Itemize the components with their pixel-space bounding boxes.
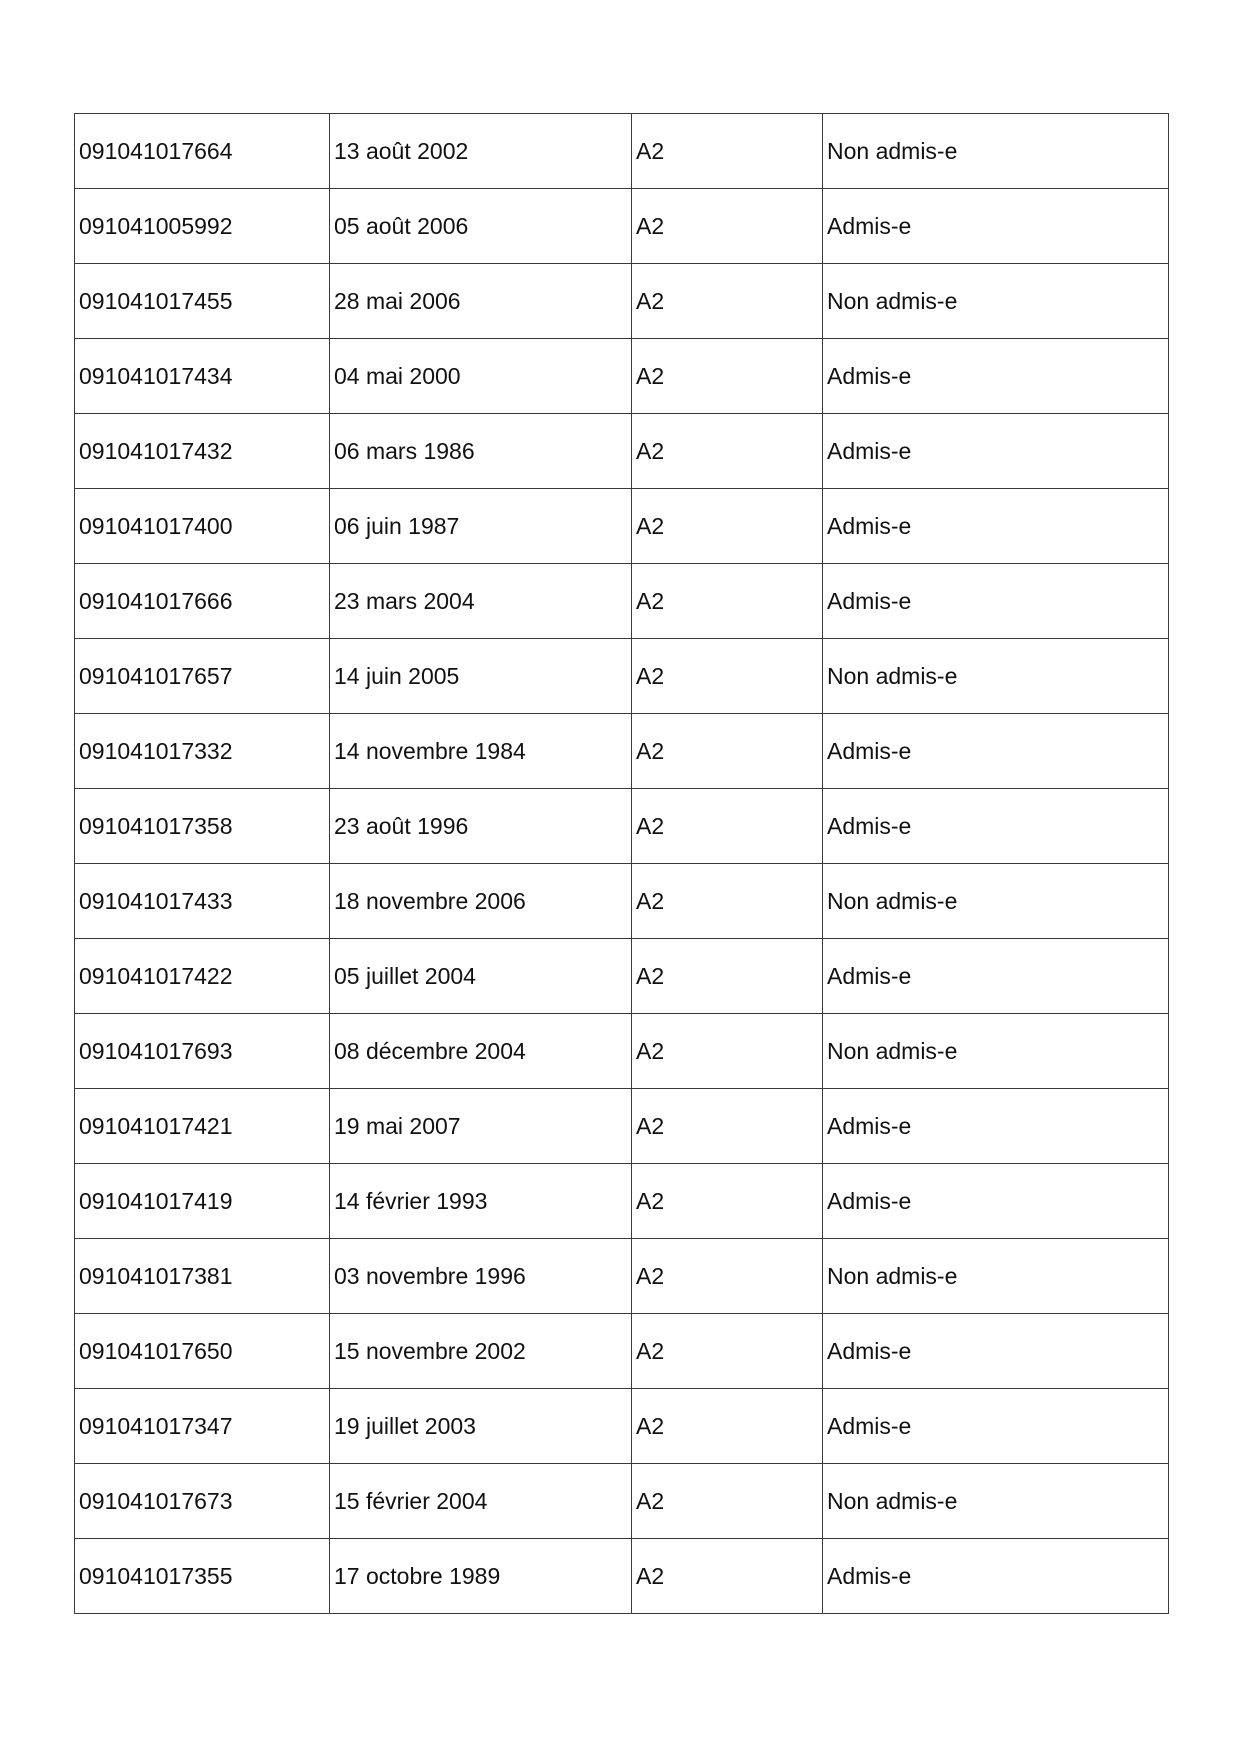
result-cell: Non admis-e	[823, 114, 1169, 189]
level-cell: A2	[632, 264, 823, 339]
table-row	[75, 1539, 1169, 1614]
result-cell: Admis-e	[823, 1314, 1169, 1389]
level-cell: A2	[632, 1239, 823, 1314]
result-cell: Admis-e	[823, 1389, 1169, 1464]
candidate-number-cell: 091041017433	[75, 864, 330, 939]
table-row	[75, 714, 1169, 789]
result-cell: Admis-e	[823, 489, 1169, 564]
table-row	[75, 1014, 1169, 1089]
candidate-number-cell: 091041017332	[75, 714, 330, 789]
level-cell: A2	[632, 864, 823, 939]
candidate-number-cell: 091041017666	[75, 564, 330, 639]
birth-date-cell: 23 août 1996	[330, 789, 632, 864]
candidate-number-cell: 091041017657	[75, 639, 330, 714]
level-cell: A2	[632, 339, 823, 414]
table-row	[75, 189, 1169, 264]
result-cell: Non admis-e	[823, 1239, 1169, 1314]
birth-date-cell: 04 mai 2000	[330, 339, 632, 414]
result-cell: Non admis-e	[823, 864, 1169, 939]
birth-date-cell: 05 août 2006	[330, 189, 632, 264]
table-row	[75, 639, 1169, 714]
level-cell: A2	[632, 1389, 823, 1464]
table-row	[75, 1389, 1169, 1464]
candidate-number-cell: 091041017358	[75, 789, 330, 864]
candidate-number-cell: 091041017693	[75, 1014, 330, 1089]
level-cell: A2	[632, 564, 823, 639]
birth-date-cell: 15 février 2004	[330, 1464, 632, 1539]
table-row	[75, 1164, 1169, 1239]
level-cell: A2	[632, 789, 823, 864]
birth-date-cell: 14 novembre 1984	[330, 714, 632, 789]
results-table-body	[75, 114, 1169, 1614]
table-row	[75, 339, 1169, 414]
level-cell: A2	[632, 639, 823, 714]
level-cell: A2	[632, 189, 823, 264]
candidate-number-cell: 091041017664	[75, 114, 330, 189]
table-row	[75, 1464, 1169, 1539]
birth-date-cell: 06 mars 1986	[330, 414, 632, 489]
candidate-number-cell: 091041017400	[75, 489, 330, 564]
candidate-number-cell: 091041005992	[75, 189, 330, 264]
birth-date-cell: 23 mars 2004	[330, 564, 632, 639]
result-cell: Admis-e	[823, 414, 1169, 489]
level-cell: A2	[632, 414, 823, 489]
level-cell: A2	[632, 714, 823, 789]
candidate-number-cell: 091041017355	[75, 1539, 330, 1614]
result-cell: Admis-e	[823, 339, 1169, 414]
table-row	[75, 1314, 1169, 1389]
result-cell: Admis-e	[823, 789, 1169, 864]
table-row	[75, 489, 1169, 564]
birth-date-cell: 06 juin 1987	[330, 489, 632, 564]
result-cell: Non admis-e	[823, 264, 1169, 339]
birth-date-cell: 19 mai 2007	[330, 1089, 632, 1164]
birth-date-cell: 13 août 2002	[330, 114, 632, 189]
level-cell: A2	[632, 1014, 823, 1089]
level-cell: A2	[632, 939, 823, 1014]
candidate-number-cell: 091041017650	[75, 1314, 330, 1389]
table-row	[75, 1089, 1169, 1164]
results-table	[74, 113, 1169, 1614]
candidate-number-cell: 091041017347	[75, 1389, 330, 1464]
level-cell: A2	[632, 114, 823, 189]
birth-date-cell: 17 octobre 1989	[330, 1539, 632, 1614]
candidate-number-cell: 091041017434	[75, 339, 330, 414]
result-cell: Admis-e	[823, 1089, 1169, 1164]
level-cell: A2	[632, 489, 823, 564]
level-cell: A2	[632, 1164, 823, 1239]
birth-date-cell: 18 novembre 2006	[330, 864, 632, 939]
birth-date-cell: 03 novembre 1996	[330, 1239, 632, 1314]
birth-date-cell: 28 mai 2006	[330, 264, 632, 339]
candidate-number-cell: 091041017419	[75, 1164, 330, 1239]
result-cell: Admis-e	[823, 714, 1169, 789]
result-cell: Admis-e	[823, 189, 1169, 264]
table-row	[75, 414, 1169, 489]
candidate-number-cell: 091041017422	[75, 939, 330, 1014]
result-cell: Admis-e	[823, 939, 1169, 1014]
result-cell: Non admis-e	[823, 1464, 1169, 1539]
birth-date-cell: 08 décembre 2004	[330, 1014, 632, 1089]
level-cell: A2	[632, 1464, 823, 1539]
result-cell: Admis-e	[823, 564, 1169, 639]
candidate-number-cell: 091041017421	[75, 1089, 330, 1164]
level-cell: A2	[632, 1089, 823, 1164]
level-cell: A2	[632, 1314, 823, 1389]
candidate-number-cell: 091041017673	[75, 1464, 330, 1539]
result-cell: Non admis-e	[823, 639, 1169, 714]
table-row	[75, 1239, 1169, 1314]
result-cell: Non admis-e	[823, 1014, 1169, 1089]
birth-date-cell: 15 novembre 2002	[330, 1314, 632, 1389]
result-cell: Admis-e	[823, 1539, 1169, 1614]
table-row	[75, 264, 1169, 339]
result-cell: Admis-e	[823, 1164, 1169, 1239]
candidate-number-cell: 091041017455	[75, 264, 330, 339]
candidate-number-cell: 091041017381	[75, 1239, 330, 1314]
birth-date-cell: 05 juillet 2004	[330, 939, 632, 1014]
candidate-number-cell: 091041017432	[75, 414, 330, 489]
table-row	[75, 864, 1169, 939]
table-row	[75, 939, 1169, 1014]
birth-date-cell: 14 février 1993	[330, 1164, 632, 1239]
table-row	[75, 564, 1169, 639]
table-row	[75, 114, 1169, 189]
table-row	[75, 789, 1169, 864]
birth-date-cell: 14 juin 2005	[330, 639, 632, 714]
level-cell: A2	[632, 1539, 823, 1614]
birth-date-cell: 19 juillet 2003	[330, 1389, 632, 1464]
